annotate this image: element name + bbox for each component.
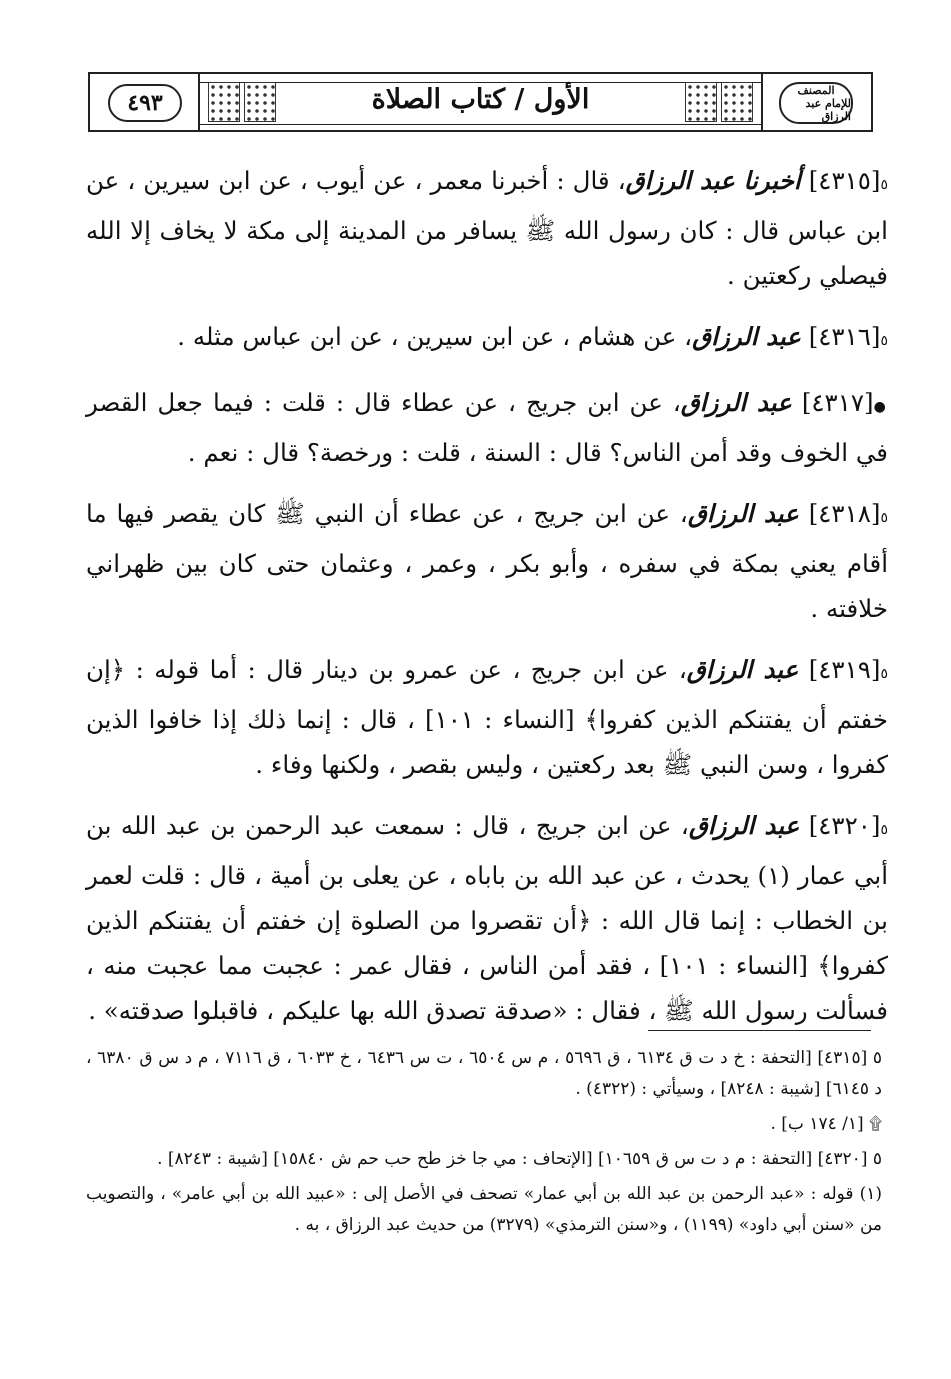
hadith-text: ، عن ابن جريج ، عن عطاء قال : قلت : فيما جعل القصر في الخوف وقد أمن الناس؟ قال : السنة ، قلت : ورخصة؟ قال : نعم . (86, 388, 888, 467)
hadith-paragraph (86, 647, 888, 787)
ornament-icon (208, 82, 240, 122)
hadith-number: [٤٣١٦] (808, 322, 881, 351)
entry-marker: ٥ (880, 666, 888, 682)
hadith-text: ، عن ابن جريج ، قال : سمعت عبد الرحمن بن عبد الله بن أبي عمار (١) يحدث ، عن عبد الله بن باباه ، عن يعلى بن أمية ، قال : قلت لعمر بن الخطاب : إنما قال الله : ﴿أن تقصروا من الصلوة إن خفتم أن يفتنكم الذين كفروا﴾ [النساء : ١٠١] ، فقد أمن الناس ، فقال عمر : عجبت مما عجبت منه ، فسألت رسول الله ﷺ ، فقال : «صدقة تصدق الله بها عليكم ، فاقبلوا صدقته» . (86, 811, 888, 1025)
folio-note: ۩ [١/ ١٧٤ ب] . (770, 1114, 882, 1134)
hadith-paragraph (86, 314, 888, 364)
source-note: ٥ [٤٣٢٠] [التحفة : م د ت س ق ١٠٦٥٩] [الإتحاف : مي جا خز طح حب حم ش ١٥٨٤٠] [شيبة : ٨٢٤٣] . (157, 1149, 882, 1169)
main-text (86, 158, 888, 1049)
header-right-frame (761, 72, 873, 132)
book-logo (779, 82, 853, 124)
narrator-name: عبد الرزاق (686, 655, 799, 684)
entry-marker: ● (873, 399, 889, 415)
page-header (88, 72, 873, 132)
entry-marker: ٥ (880, 510, 888, 526)
narrator-name: عبد الرزاق (680, 388, 792, 417)
page-number: ٤٩٣ (108, 84, 182, 122)
narrator-name: عبد الرزاق (687, 499, 799, 528)
entry-marker: ٥ (880, 822, 888, 838)
footnote: (١) قوله : «عبد الرحمن بن عبد الله بن أبي عمار» تصحف في الأصل إلى : «عبيد الله بن أبي عامر» ، والتصويب من «سنن أبي داود» (١١٩٩) ، و«سنن الترمذي» (٣٢٧٩) من حديث عبد الرزاق ، به . (86, 1184, 882, 1235)
narrator-name: أخبرنا عبد الرزاق (625, 166, 801, 195)
narrator-name: عبد الرزاق (688, 811, 800, 840)
hadith-paragraph (86, 380, 888, 475)
hadith-number: [٤٣١٥] (808, 166, 881, 195)
ornament-icon (721, 82, 753, 122)
ornament-icon (244, 82, 276, 122)
hadith-paragraph (86, 491, 888, 631)
hadith-number: [٤٣١٩] (808, 655, 881, 684)
hadith-paragraph (86, 158, 888, 298)
hadith-text: ، عن هشام ، عن ابن سيرين ، عن ابن عباس مثله . (177, 322, 693, 351)
running-title: الأول / كتاب الصلاة (371, 84, 590, 115)
entry-marker: ٥ (880, 177, 889, 193)
logo-bottom-text: للإمام عبد الرزاق (805, 96, 851, 123)
apparatus-notes (86, 1043, 882, 1245)
hadith-text: ، عن ابن جريج ، عن عمرو بن دينار قال : أما قوله : ﴿إن خفتم أن يفتنكم الذين كفروا﴾ [النساء : ١٠١] ، قال : إنما ذلك إذا خافوا الذين كفروا ، وسن النبي ﷺ بعد ركعتين ، وليس بقصر ، ولكنها وفاء . (86, 655, 888, 779)
footnote-divider (648, 1030, 871, 1031)
hadith-number: [٤٣١٨] (808, 499, 881, 528)
narrator-name: عبد الرزاق (692, 322, 801, 351)
hadith-number: [٤٣٢٠] (808, 811, 881, 840)
ornament-icon (685, 82, 717, 122)
logo-top-text: المصنف (797, 83, 835, 97)
entry-marker: ٥ (880, 333, 888, 349)
hadith-paragraph (86, 803, 888, 1033)
hadith-text: ، قال : أخبرنا معمر ، عن أيوب ، عن ابن سيرين ، عن ابن عباس قال : كان رسول الله ﷺ يسافر من المدينة إلى مكة لا يخاف إلا الله فيصلي ركعتين . (86, 166, 888, 290)
header-left-frame (88, 72, 200, 132)
hadith-text: ، عن ابن جريج ، عن عطاء أن النبي ﷺ كان يقصر فيها ما أقام يعني بمكة في سفره ، وأبو بكر ، وعمر ، وعثمان حتى كان بين ظهراني خلافته . (86, 499, 888, 623)
source-note: ٥ [٤٣١٥] [التحفة : خ د ت ق ٦١٣٤ ، ق ٥٦٩٦ ، م س ٦٥٠٤ ، ت س ٦٤٣٦ ، خ ٦٠٣٣ ، ق ٧١١٦ ، م د س ق ٦٣٨٠ ، د ٦١٤٥] [شيبة : ٨٢٤٨] ، وسيأتي : (٤٣٢٢) . (86, 1048, 883, 1099)
hadith-number: [٤٣١٧] (801, 388, 874, 417)
